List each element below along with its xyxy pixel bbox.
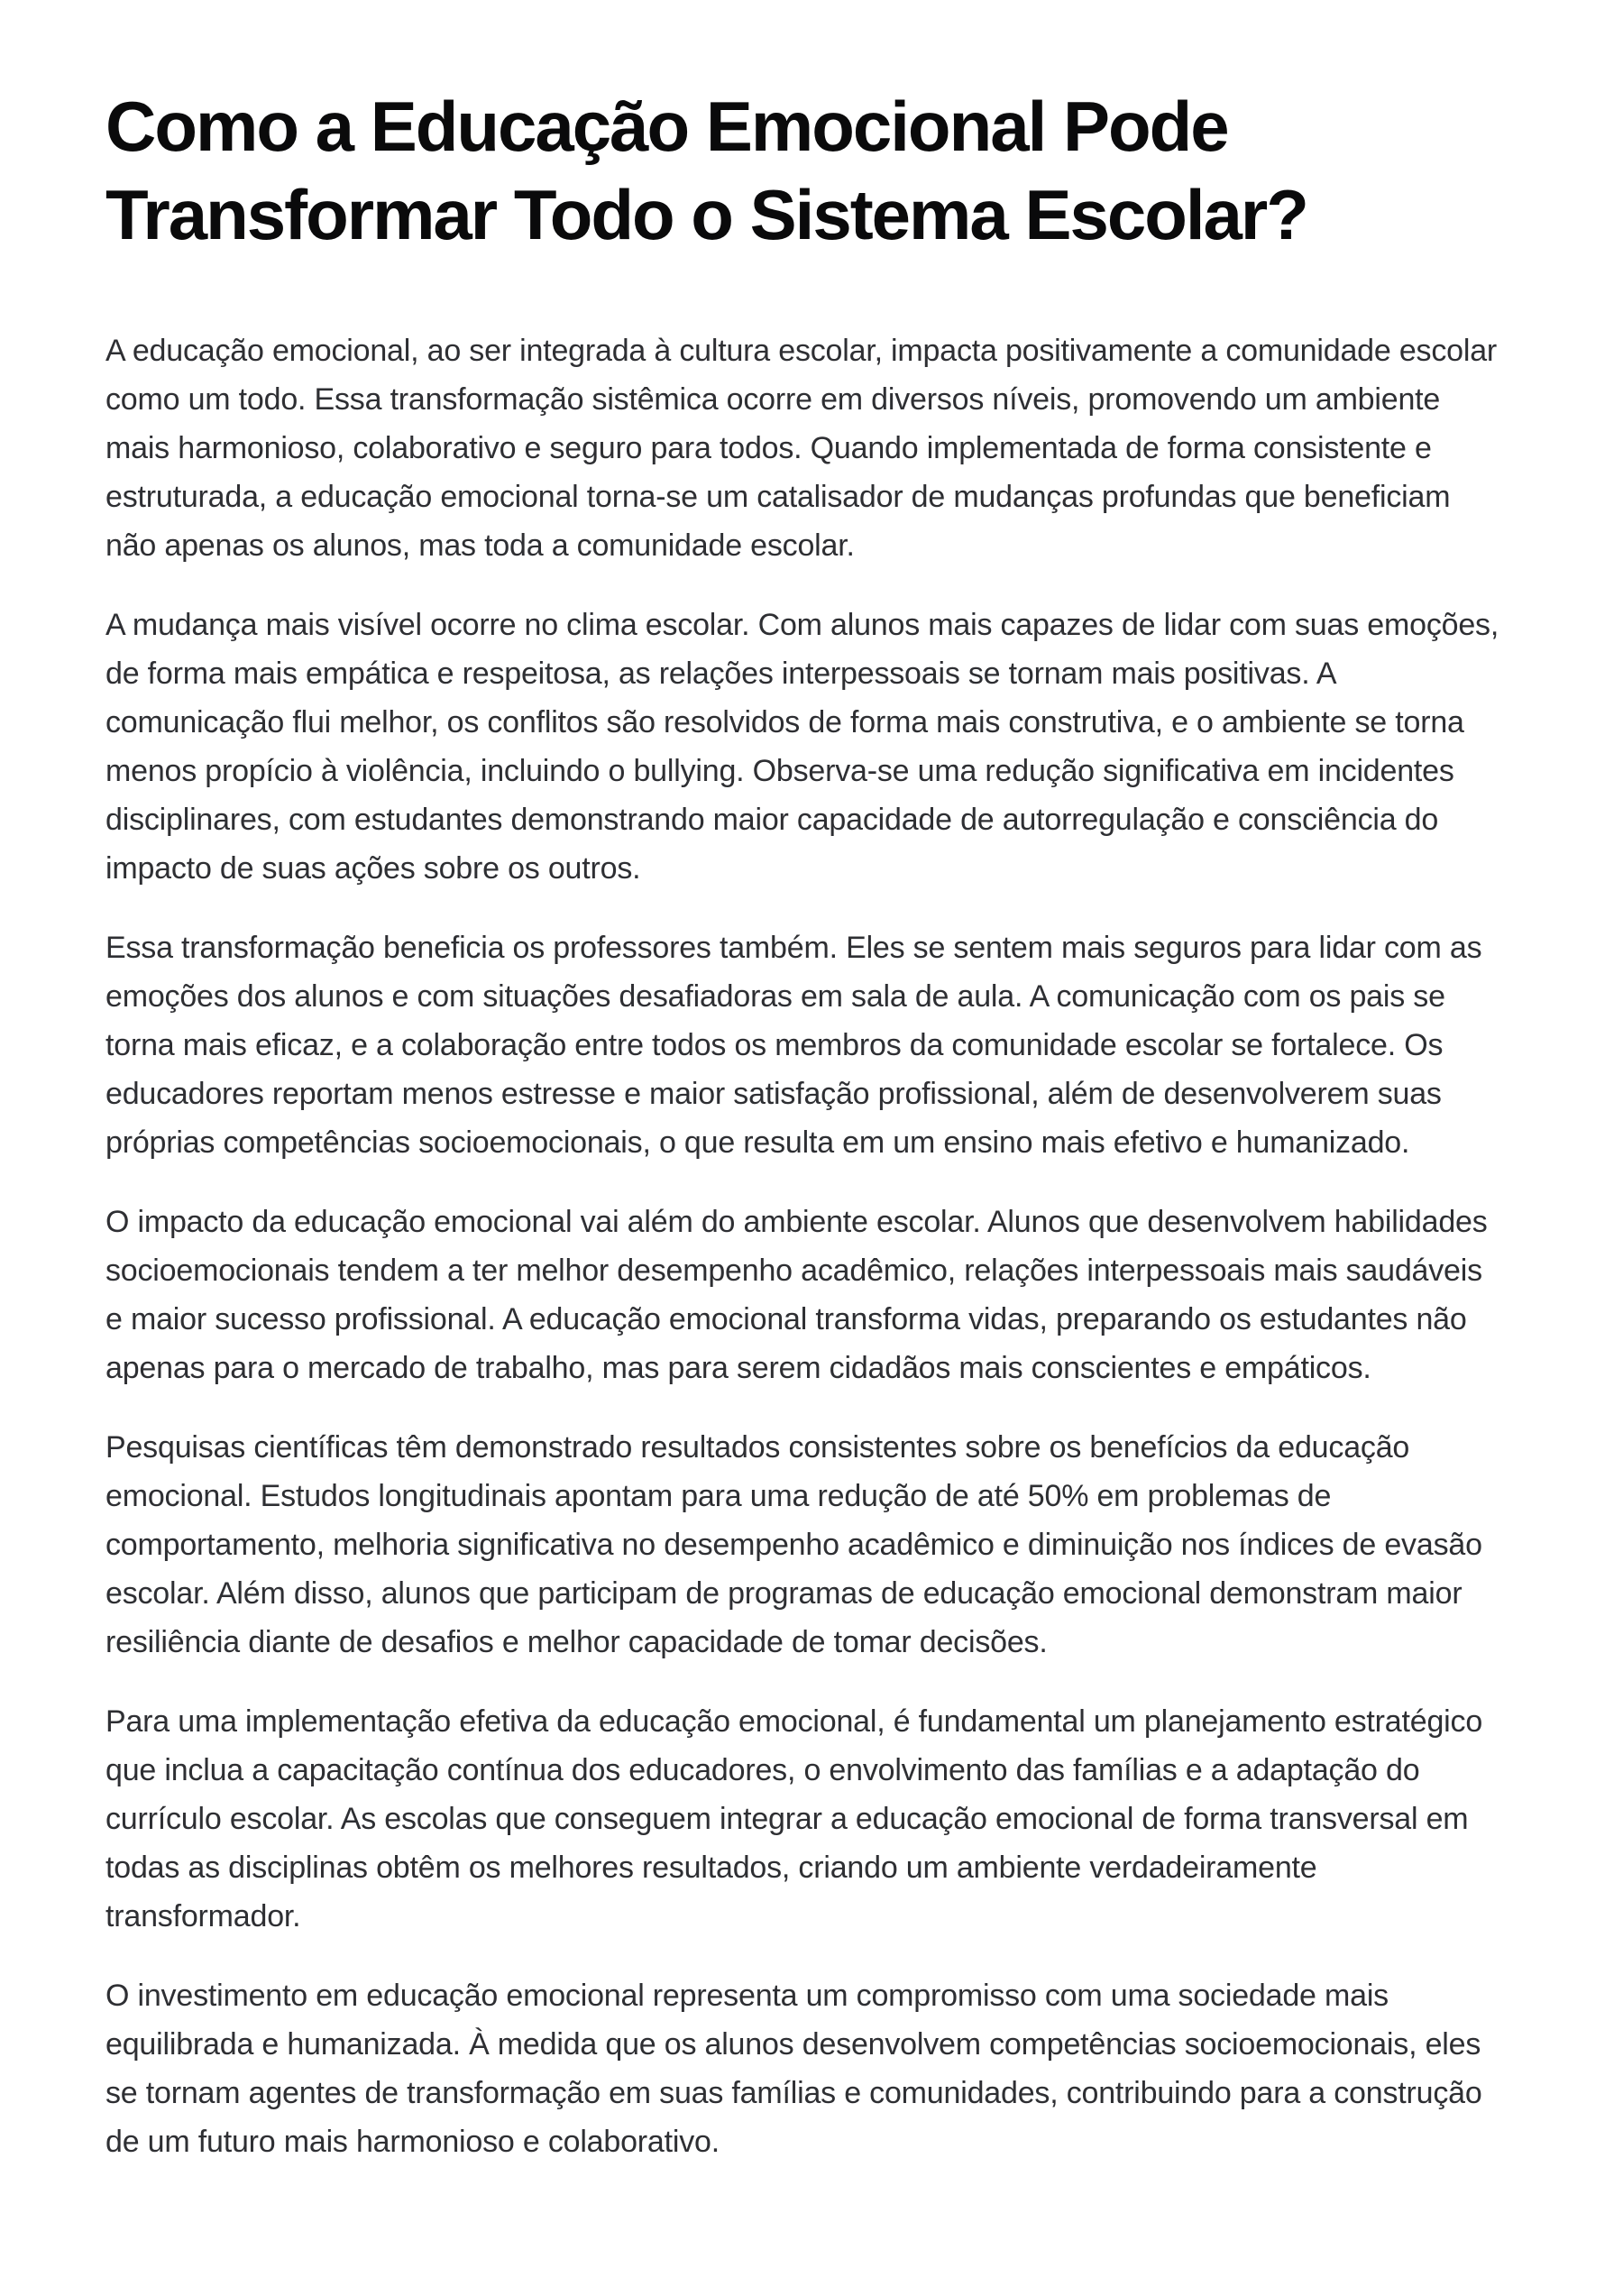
paragraph-4: O impacto da educação emocional vai além do ambiente escolar. Alunos que desenvolvem habilidades socioemocionais tendem a ter melhor desempenho acadêmico, relações interpessoais mais saudáveis e maior sucesso profissional. A educação emocional transforma vidas, preparando os estudantes não apenas para o mercado de trabalho, mas para serem cidadãos mais conscientes e empáticos. (105, 1205, 1488, 1385)
paragraph-7: O investimento em educação emocional representa um compromisso com uma sociedade mais equilibrada e humanizada. À medida que os alunos desenvolvem competências socioemocionais, eles se tornam agentes de transformação em suas famílias e comunidades, contribuindo para a construção de um futuro mais harmonioso e colaborativo. (105, 1979, 1482, 2159)
paragraph-2: A mudança mais visível ocorre no clima escolar. Com alunos mais capazes de lidar com suas emoções, de forma mais empática e respeitosa, as relações interpessoais se tornam mais positivas. A comunicação flui melhor, os conflitos são resolvidos de forma mais construtiva, e o ambiente se torna menos propício à violência, incluindo o bullying. Observa-se uma redução significativa em incidentes disciplinares, com estudantes demonstrando maior capacidade de autorregulação e consciência do impacto de suas ações sobre os outros. (105, 608, 1499, 886)
paragraph-5: Pesquisas científicas têm demonstrado resultados consistentes sobre os benefícios da educação emocional. Estudos longitudinais apontam para uma redução de até 50% em problemas de comportamento, melhoria significativa no desempenho acadêmico e diminuição nos índices de evasão escolar. Além disso, alunos que participam de programas de educação emocional demonstram maior resiliência diante de desafios e melhor capacidade de tomar decisões. (105, 1430, 1482, 1659)
paragraph-1: A educação emocional, ao ser integrada à cultura escolar, impacta positivamente a comunidade escolar como um todo. Essa transformação sistêmica ocorre em diversos níveis, promovendo um ambiente mais harmonioso, colaborativo e seguro para todos. Quando implementada de forma consistente e estruturada, a educação emocional torna-se um catalisador de mudanças profundas que beneficiam não apenas os alunos, mas toda a comunidade escolar. (105, 334, 1498, 563)
page-title: Como a Educação Emocional Pode Transformar Todo o Sistema Escolar? (105, 87, 1307, 254)
paragraph-6: Para uma implementação efetiva da educação emocional, é fundamental um planejamento estratégico que inclua a capacitação contínua dos educadores, o envolvimento das famílias e a adaptação do currículo escolar. As escolas que conseguem integrar a educação emocional de forma transversal em todas as disciplinas obtêm os melhores resultados, criando um ambiente verdadeiramente transformador. (105, 1704, 1483, 1933)
paragraph-3: Essa transformação beneficia os professores também. Eles se sentem mais seguros para lidar com as emoções dos alunos e com situações desafiadoras em sala de aula. A comunicação com os pais se torna mais eficaz, e a colaboração entre todos os membros da comunidade escolar se fortalece. Os educadores reportam menos estresse e maior satisfação profissional, além de desenvolverem suas próprias competências socioemocionais, o que resulta em um ensino mais efetivo e humanizado. (105, 931, 1482, 1160)
